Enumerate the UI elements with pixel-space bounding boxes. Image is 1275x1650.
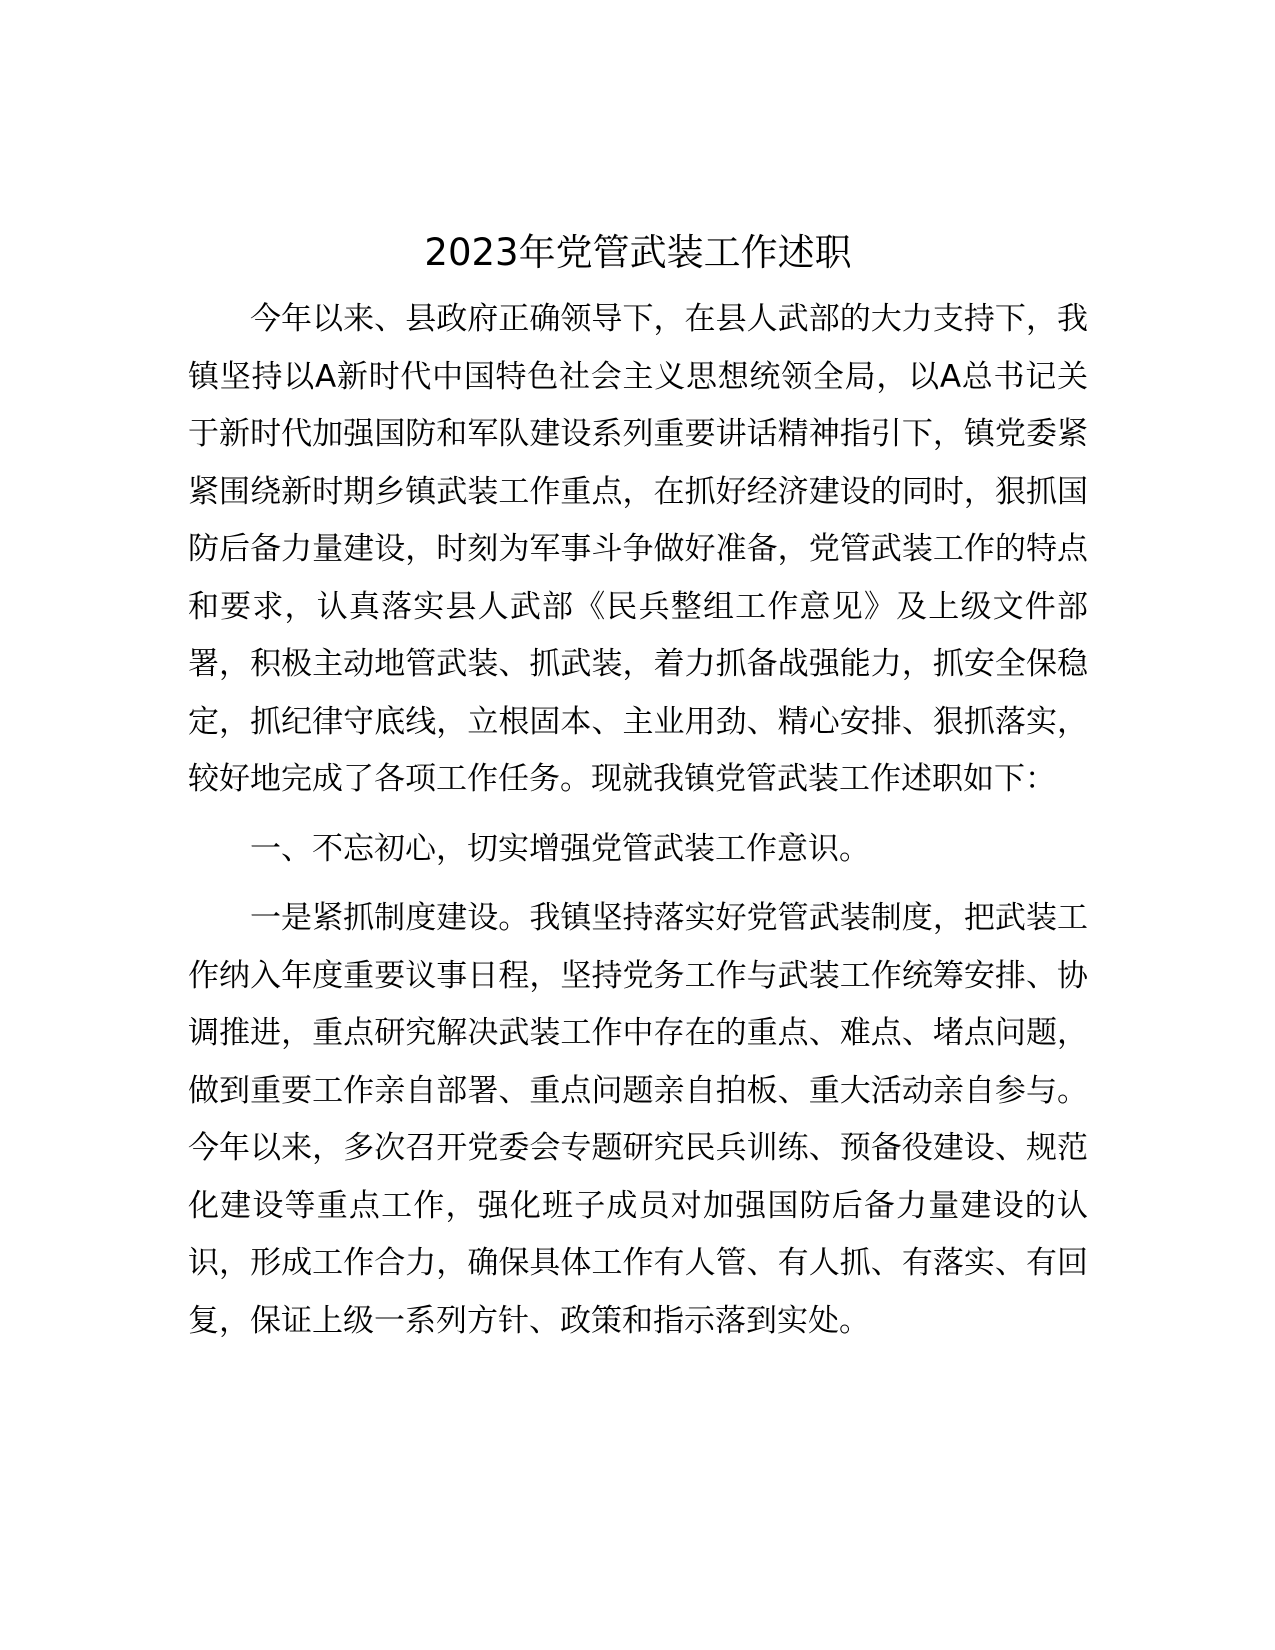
- section-1-paragraph-1: 一是紧抓制度建设。我镇坚持落实好党管武装制度，把武装工作纳入年度重要议事日程，坚持党务工作与武装工作统筹安排、协调推进，重点研究解决武装工作中存在的重点、难点、堵点问题，做到重要工作亲自部署、重点问题亲自拍板、重大活动亲自参与。今年以来，多次召开党委会专题研究民兵训练、预备役建设、规范化建设等重点工作，强化班子成员对加强国防后备力量建设的认识，形成工作合力，确保具体工作有人管、有人抓、有落实、有回复，保证上级一系列方针、政策和指示落到实处。: [188, 900, 1088, 1339]
- section-heading-1: 一、不忘初心，切实增强党管武装工作意识。: [250, 830, 870, 867]
- intro-paragraph: 今年以来、县政府正确领导下，在县人武部的大力支持下，我镇坚持以A新时代中国特色社会主义思想统领全局，以A总书记关于新时代加强国防和军队建设系列重要讲话精神指引下，镇党委紧紧围绕新时期乡镇武装工作重点，在抓好经济建设的同时，狠抓国防后备力量建设，时刻为军事斗争做好准备，党管武装工作的特点和要求，认真落实县人武部《民兵整组工作意见》及上级文件部署，积极主动地管武装、抓武装，着力抓备战强能力，抓安全保稳定，抓纪律守底线，立根固本、主业用劲、精心安排、狠抓落实，较好地完成了各项工作任务。现就我镇党管武装工作述职如下：: [188, 301, 1088, 797]
- document-title: 2023年党管武装工作述职: [424, 231, 852, 274]
- document-body: [188, 225, 1088, 1350]
